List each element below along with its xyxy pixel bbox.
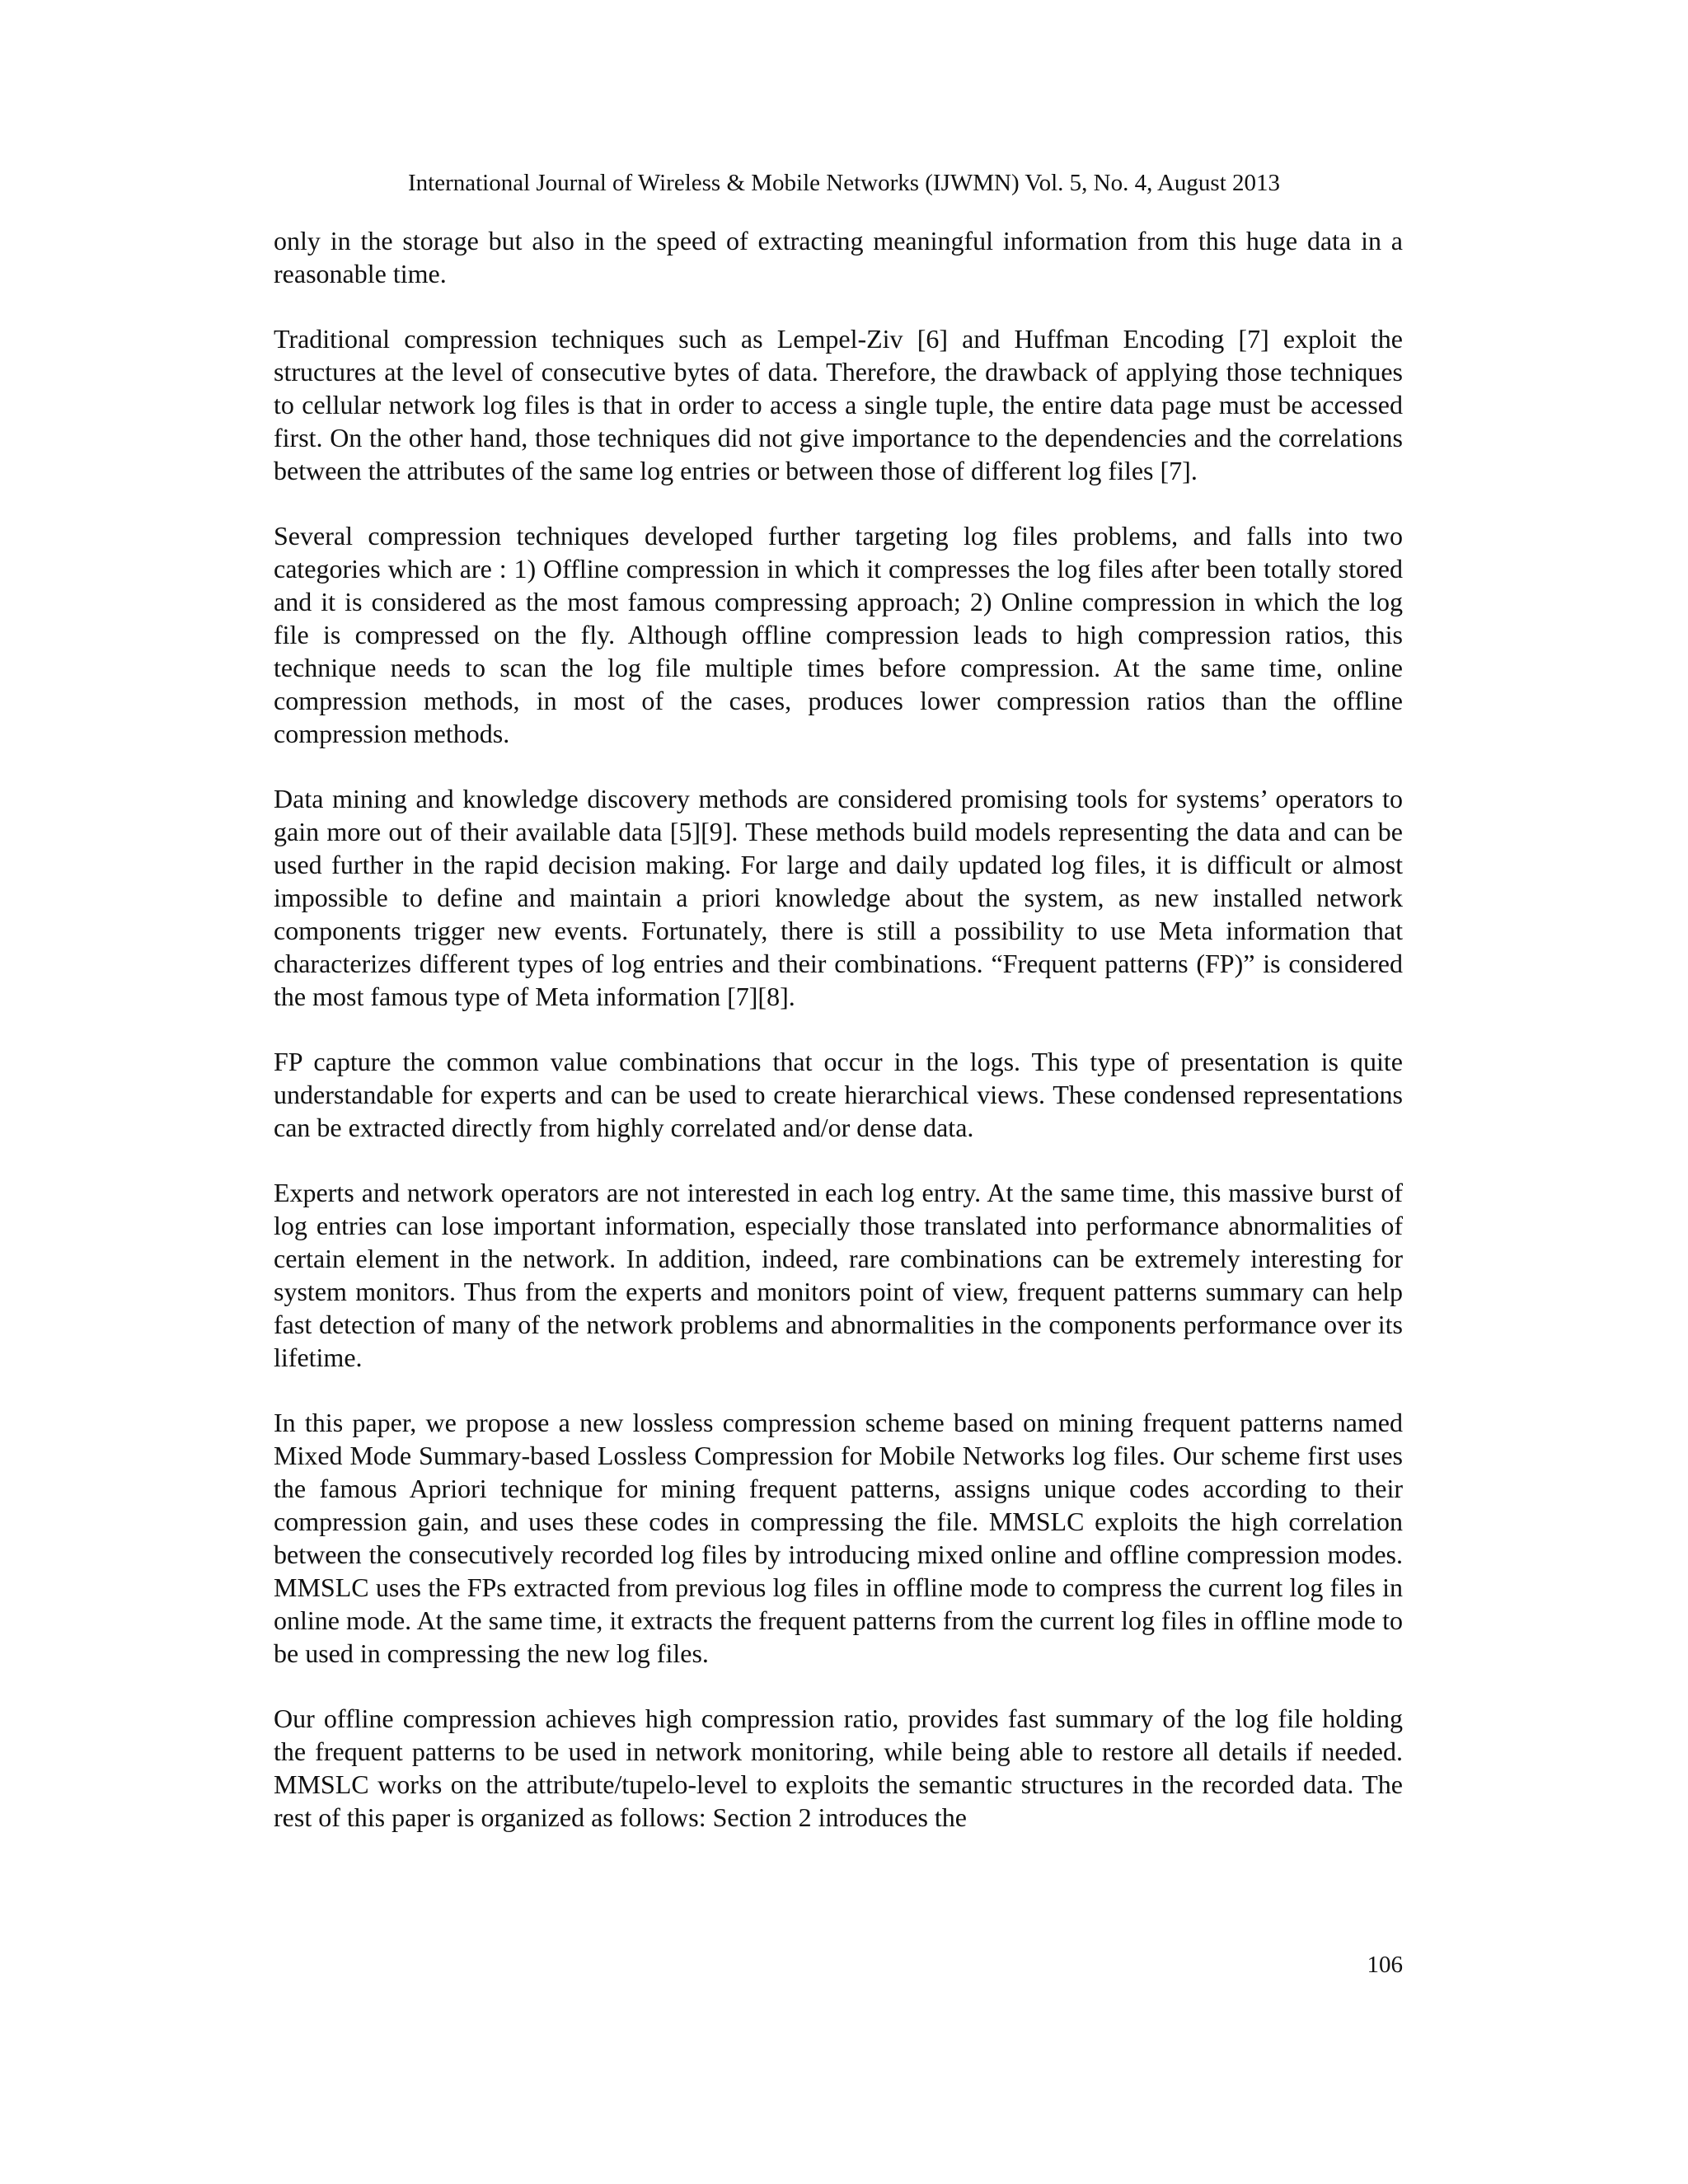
paragraph: In this paper, we propose a new lossless compression scheme based on mining frequent patterns named Mixed Mode Summary-based Lossless Compression for Mobile Networks log files. Our scheme first uses the famous Apriori technique for mining frequent patterns, assigns unique codes according to their compression gain, and uses these codes in compressing the file. MMSLC exploits the high correlation between the consecutively recorded log files by introducing mixed online and offline compression modes. MMSLC uses the FPs extracted from previous log files in offline mode to compress the current log files in online mode. At the same time, it extracts the frequent patterns from the current log files in offline mode to be used in compressing the new log files. bbox=[274, 1408, 1403, 1668]
page-header: International Journal of Wireless & Mobile Networks (IJWMN) Vol. 5, No. 4, August 2013 bbox=[407, 170, 1281, 196]
paragraph: Experts and network operators are not interested in each log entry. At the same time, this massive burst of log entries can lose important information, especially those translated into performance abnormalities of certain element in the network. In addition, indeed, rare combinations can be extremely interesting for system monitors. Thus from the experts and monitors point of view, frequent patterns summary can help fast detection of many of the network problems and abnormalities in the components performance over its lifetime. bbox=[274, 1178, 1403, 1372]
paragraph: Traditional compression techniques such as Lempel-Ziv [6] and Huffman Encoding [7] exploit the structures at the level of consecutive bytes of data. Therefore, the drawback of applying those techniques to cellular network log files is that in order to access a single tuple, the entire data page must be accessed first. On the other hand, those techniques did not give importance to the dependencies and the correlations between the attributes of the same log entries or between those of different log files [7]. bbox=[274, 324, 1403, 485]
body-text bbox=[274, 224, 1403, 1866]
paragraph: Several compression techniques developed further targeting log files problems, and falls into two categories which are : 1) Offline compression in which it compresses the log files after been totally stored and it is considered as the most famous compressing approach; 2) Online compression in which the log file is compressed on the fly. Although offline compression leads to high compression ratios, this technique needs to scan the log file multiple times before compression. At the same time, online compression methods, in most of the cases, produces lower compression ratios than the offline compression methods. bbox=[274, 521, 1403, 748]
page-number: 106 bbox=[1367, 1952, 1403, 1978]
paragraph: only in the storage but also in the speed of extracting meaningful information from this huge data in a reasonable time. bbox=[274, 226, 1403, 288]
paragraph: FP capture the common value combinations that occur in the logs. This type of presentation is quite understandable for experts and can be used to create hierarchical views. These condensed representations can be extracted directly from highly correlated and/or dense data. bbox=[274, 1047, 1403, 1142]
paragraph: Data mining and knowledge discovery methods are considered promising tools for systems’ operators to gain more out of their available data [5][9]. These methods build models representing the data and can be used further in the rapid decision making. For large and daily updated log files, it is difficult or almost impossible to define and maintain a priori knowledge about the system, as new installed network components trigger new events. Fortunately, there is still a possibility to use Meta information that characterizes different types of log entries and their combinations. “Frequent patterns (FP)” is considered the most famous type of Meta information [7][8]. bbox=[274, 784, 1403, 1011]
paragraph: Our offline compression achieves high compression ratio, provides fast summary of the log file holding the frequent patterns to be used in network monitoring, while being able to restore all details if needed. MMSLC works on the attribute/tupelo-level to exploits the semantic structures in the recorded data. The rest of this paper is organized as follows: Section 2 introduces the bbox=[274, 1704, 1403, 1832]
